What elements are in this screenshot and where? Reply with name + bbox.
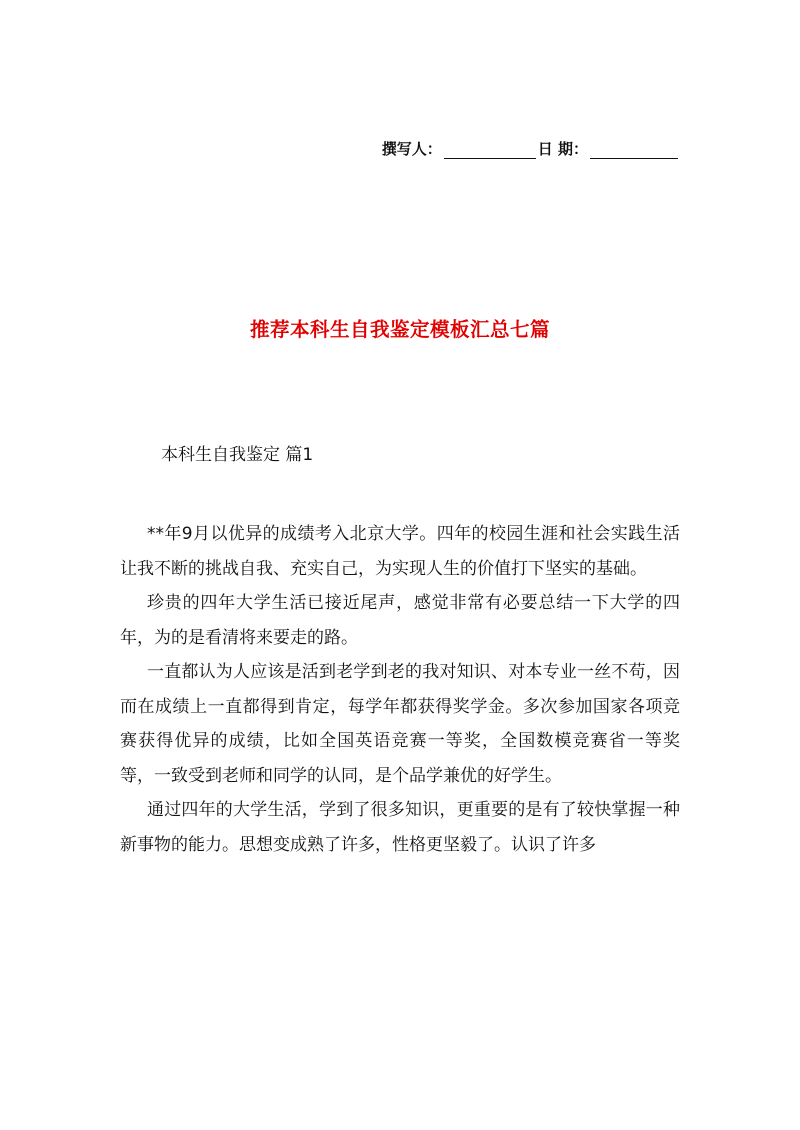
date-blank [590, 142, 678, 159]
section-heading: 本科生自我鉴定 篇1 [161, 445, 314, 465]
date-label: 日 期： [537, 140, 588, 158]
paragraph-2: 珍贵的四年大学生活已接近尾声，感觉非常有必要总结一下大学的四年，为的是看清将来要走的路。 [120, 593, 680, 648]
paragraph-4: 通过四年的大学生活，学到了很多知识，更重要的是有了较快掌握一种新事物的能力。思想变成熟了许多，性格更坚毅了。认识了许多 [120, 800, 680, 855]
paragraph-1: **年9月以优异的成绩考入北京大学。四年的校园生涯和社会实践生活让我不断的挑战自我、充实自己，为实现人生的价值打下坚实的基础。 [120, 524, 680, 579]
document-header [382, 138, 680, 159]
document-title: 推荐本科生自我鉴定模板汇总七篇 [249, 318, 550, 341]
author-blank [444, 142, 536, 159]
author-label: 撰写人： [381, 140, 442, 158]
paragraph-3: 一直都认为人应该是活到老学到老的我对知识、对本专业一丝不苟，因而在成绩上一直都得到肯定，每学年都获得奖学金。多次参加国家各项竞赛获得优异的成绩，比如全国英语竞赛一等奖，全国数模竞赛省一等奖等，一致受到老师和同学的认同，是个品学兼优的好学生。 [120, 662, 680, 786]
document-body [120, 517, 680, 862]
